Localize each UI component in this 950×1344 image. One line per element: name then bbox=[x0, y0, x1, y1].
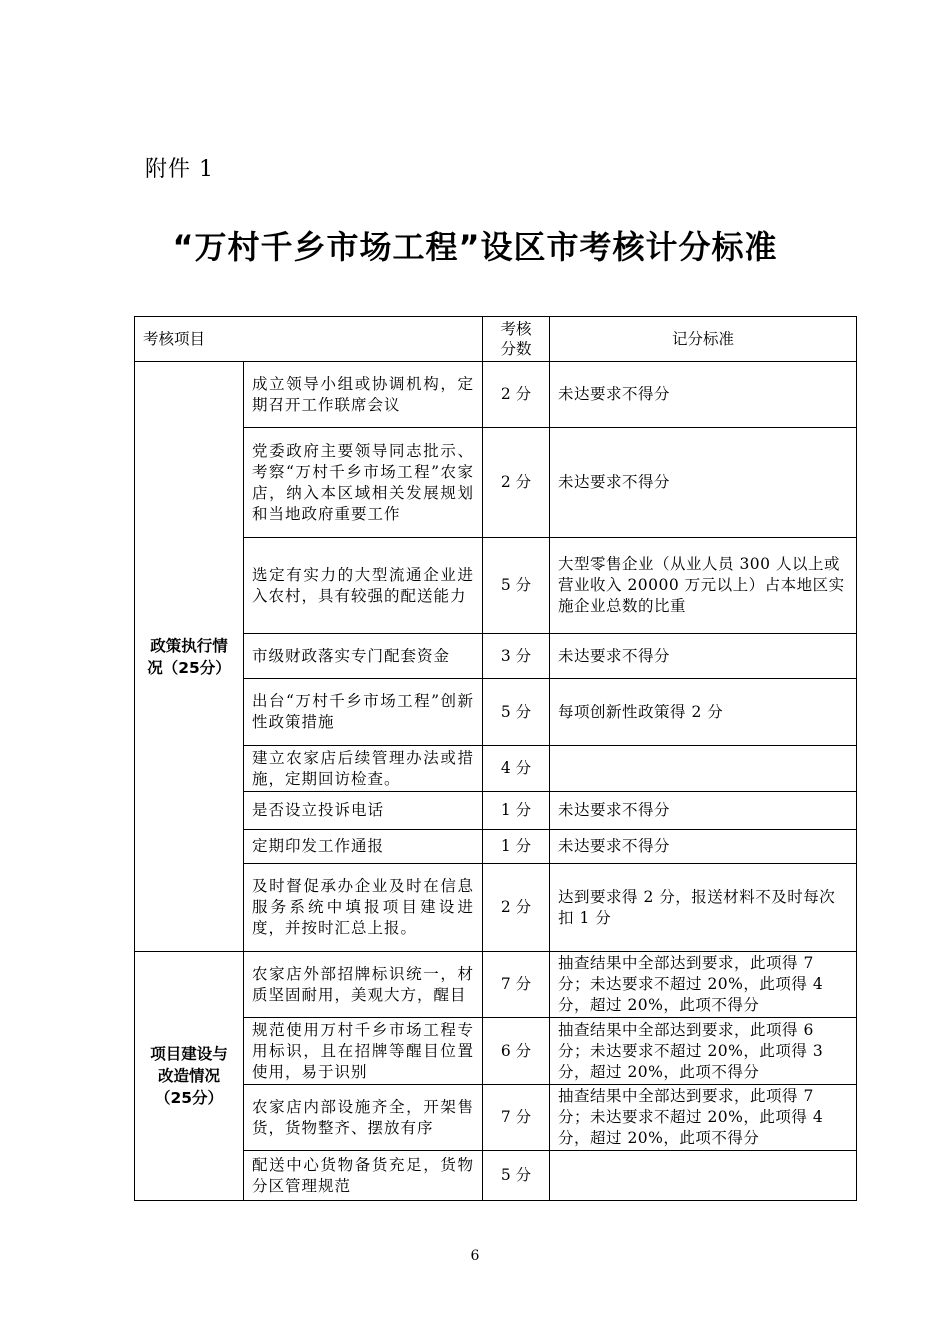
header-score-line2: 分数 bbox=[500, 340, 532, 358]
header-standard: 记分标准 bbox=[550, 317, 857, 362]
category-cell: 项目建设与改造情况（25分） bbox=[135, 952, 244, 1201]
item-cell: 是否设立投诉电话 bbox=[244, 792, 483, 830]
header-item: 考核项目 bbox=[135, 317, 483, 362]
standard-cell: 未达要求不得分 bbox=[550, 362, 857, 428]
item-cell: 市级财政落实专门配套资金 bbox=[244, 634, 483, 679]
score-cell: 2 分 bbox=[483, 428, 550, 538]
document-title: “万村千乡市场工程”设区市考核计分标准 bbox=[172, 228, 778, 266]
table-row bbox=[135, 830, 857, 864]
standard-cell: 未达要求不得分 bbox=[550, 634, 857, 679]
score-cell: 1 分 bbox=[483, 792, 550, 830]
standard-cell: 抽查结果中全部达到要求，此项得 6 分；未达要求不超过 20%，此项得 3 分，超过 20%，此项不得分 bbox=[550, 1018, 857, 1085]
score-cell: 7 分 bbox=[483, 1085, 550, 1151]
item-cell: 建立农家店后续管理办法或措施，定期回访检查。 bbox=[244, 746, 483, 792]
table-row bbox=[135, 792, 857, 830]
table-row bbox=[135, 428, 857, 538]
score-cell: 1 分 bbox=[483, 830, 550, 864]
header-score-line1: 考核 bbox=[500, 320, 532, 338]
header-row bbox=[135, 317, 857, 362]
item-cell: 农家店外部招牌标识统一，材质坚固耐用，美观大方，醒目 bbox=[244, 952, 483, 1018]
standard-cell: 抽查结果中全部达到要求，此项得 7 分；未达要求不超过 20%，此项得 4 分，超过 20%，此项不得分 bbox=[550, 952, 857, 1018]
item-cell: 出台“万村千乡市场工程”创新性政策措施 bbox=[244, 679, 483, 746]
score-cell: 5 分 bbox=[483, 679, 550, 746]
score-cell: 2 分 bbox=[483, 362, 550, 428]
table-row bbox=[135, 1151, 857, 1201]
item-cell: 农家店内部设施齐全，开架售货，货物整齐、摆放有序 bbox=[244, 1085, 483, 1151]
item-cell: 成立领导小组或协调机构，定期召开工作联席会议 bbox=[244, 362, 483, 428]
table-row bbox=[135, 1018, 857, 1085]
standard-cell: 未达要求不得分 bbox=[550, 830, 857, 864]
table-row bbox=[135, 362, 857, 428]
item-cell: 及时督促承办企业及时在信息服务系统中填报项目建设进度，并按时汇总上报。 bbox=[244, 864, 483, 952]
score-cell: 5 分 bbox=[483, 538, 550, 634]
item-cell: 定期印发工作通报 bbox=[244, 830, 483, 864]
score-cell: 3 分 bbox=[483, 634, 550, 679]
standard-cell bbox=[550, 1151, 857, 1201]
scoring-table bbox=[134, 316, 857, 1201]
score-cell: 4 分 bbox=[483, 746, 550, 792]
item-cell: 规范使用万村千乡市场工程专用标识，且在招牌等醒目位置使用，易于识别 bbox=[244, 1018, 483, 1085]
table-row bbox=[135, 952, 857, 1018]
category-cell: 政策执行情况（25分） bbox=[135, 362, 244, 952]
table-row bbox=[135, 538, 857, 634]
standard-cell: 未达要求不得分 bbox=[550, 792, 857, 830]
standard-cell: 每项创新性政策得 2 分 bbox=[550, 679, 857, 746]
item-cell: 选定有实力的大型流通企业进入农村，具有较强的配送能力 bbox=[244, 538, 483, 634]
header-score bbox=[483, 317, 550, 362]
standard-cell: 抽查结果中全部达到要求，此项得 7 分；未达要求不超过 20%，此项得 4 分，超过 20%，此项不得分 bbox=[550, 1085, 857, 1151]
table-row bbox=[135, 634, 857, 679]
score-cell: 5 分 bbox=[483, 1151, 550, 1201]
table-row bbox=[135, 746, 857, 792]
attachment-label: 附件 1 bbox=[145, 157, 214, 182]
standard-cell: 大型零售企业（从业人员 300 人以上或营业收入 20000 万元以上）占本地区实施企业总数的比重 bbox=[550, 538, 857, 634]
table-row bbox=[135, 1085, 857, 1151]
item-cell: 党委政府主要领导同志批示、考察“万村千乡市场工程”农家店，纳入本区域相关发展规划和当地政府重要工作 bbox=[244, 428, 483, 538]
score-cell: 6 分 bbox=[483, 1018, 550, 1085]
standard-cell: 达到要求得 2 分，报送材料不及时每次扣 1 分 bbox=[550, 864, 857, 952]
page-number: 6 bbox=[470, 1248, 480, 1264]
score-cell: 7 分 bbox=[483, 952, 550, 1018]
table-row bbox=[135, 864, 857, 952]
standard-cell bbox=[550, 746, 857, 792]
item-cell: 配送中心货物备货充足，货物分区管理规范 bbox=[244, 1151, 483, 1201]
standard-cell: 未达要求不得分 bbox=[550, 428, 857, 538]
score-cell: 2 分 bbox=[483, 864, 550, 952]
table-row bbox=[135, 679, 857, 746]
